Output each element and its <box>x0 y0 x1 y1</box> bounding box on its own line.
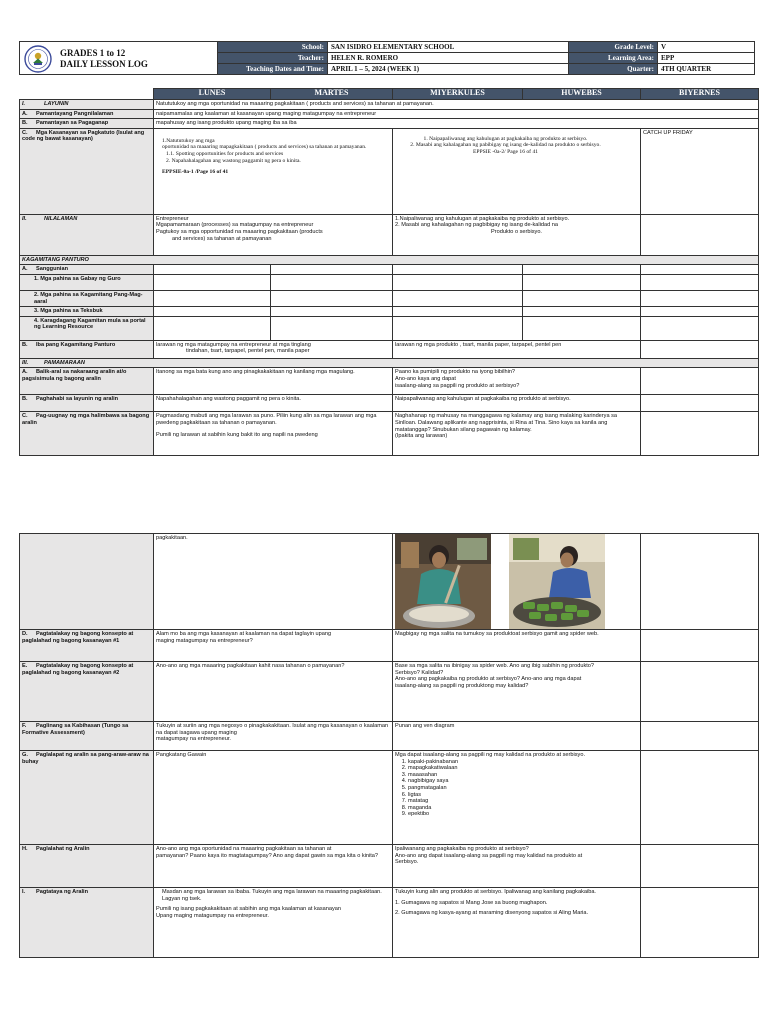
row-i-letter: I. <box>22 889 26 895</box>
teaching-dates-label: Teaching Dates and Time: <box>218 64 328 75</box>
row-h-lunes-2: pamayanan? Paano kaya ito magtatagumpay? Ano ang dapat gawin sa mga kita o kinita? <box>156 852 379 859</box>
row-d-lunes-1: Alam mo ba ang mga kasanayan at kaalaman na dapat taglayin upang <box>156 631 332 637</box>
kasanayan-lunes-4: 2. Napahahalagahan ang wastong paggamit ng pera o kinita. <box>166 157 301 164</box>
row-f-letter: F. <box>22 723 27 729</box>
row-b-title: Pamantayan sa Pagaganap <box>36 120 109 127</box>
row-d-lunes-2: maging matagumpay na entrepreneur? <box>156 637 253 644</box>
document-title <box>60 48 148 70</box>
row-d-label <box>20 630 154 662</box>
layunin-title: LAYUNIN <box>44 101 69 107</box>
row-i-lunes-1: Masdan ang mga larawan sa ibaba. Tukuyin ang mga larawan na maaaring pagkakitaan. Lagyan ng tsek. <box>162 889 382 902</box>
row-a-letter: A. <box>22 110 28 117</box>
quality-list <box>395 759 638 818</box>
paguugnay-lunes-2: Pumili ng larawan at sabihin kung bakit ito ang napili na pwedeng <box>156 431 318 438</box>
row-f-lunes-1: Tukuyin at suriin ang mga negosyo o pinagkakakitaan. Isulat ang mga kasanayan o kaalaman na dapat isagawa upang maging <box>156 723 389 736</box>
row-c-letter: C. <box>22 129 28 136</box>
paguugnay-miyerkules-1: Naghahanap ng mahusay na manggagawa ng kalamay ang isang malaking karinderya sa Sinlloan. Dalawang aplikante ang nagprisinta, si Rina at Tina. Sino kaya sa kanila ang matatanggap? Sinubukan silang pagawain ng kalamay. <box>395 413 618 433</box>
quality-list-item: 3. maaasahan <box>408 772 638 779</box>
row-d-letter: D. <box>22 631 28 637</box>
kasanayan-miyerkules-cell <box>393 128 641 214</box>
nilalaman-lunes-cell <box>154 214 393 255</box>
day-header-biyernes: BIYERNES <box>641 89 759 100</box>
quality-list-item: 1. kapaki-pakinabanan <box>408 759 638 766</box>
sanggunian-title: Sanggunian <box>36 266 69 273</box>
teacher-label: Teacher: <box>218 53 328 64</box>
iba-title: Iba pang Kagamitang Panturo <box>36 341 116 348</box>
row-b-label <box>20 119 154 129</box>
quarter-label: Quarter: <box>569 64 658 75</box>
iba-lunes-cell <box>154 340 393 358</box>
balik-aral-label <box>20 368 154 395</box>
paghahabi-lunes: Napahahalagahan ang wastong paggamit ng pera o kinita. <box>154 395 393 412</box>
nilalaman-lunes-4: and services) sa tahanan at pamayanan <box>172 235 272 242</box>
row-g-lunes: Pangkatang Gawain <box>154 751 393 845</box>
layunin-label <box>20 100 154 110</box>
teaching-dates-value: APRIL 1 – 5, 2024 (WEEK 1) <box>328 64 569 75</box>
row-e-miyerkules-2: Serbisyo? Kalidad? <box>395 669 444 676</box>
row-d-lunes-cell <box>154 630 393 662</box>
paghahabi-miyerkules: Naipapaliwanag ang kahulugan at pagkakaiba ng produkto at serbisyo. <box>393 395 641 412</box>
row-c-title: Mga Kasanayan sa Pagkatuto (Isulat ang code ng bawat kasanayan) <box>22 129 145 143</box>
nilalaman-title: NILALAMAN <box>44 215 78 222</box>
kasanayan-miyerkules-code: EPPSIE -0a-2/ Page 16 of 41 <box>472 148 539 155</box>
quality-list-item: 2. mapagkakatiwalaan <box>408 765 638 772</box>
day-header-martes: MARTES <box>271 89 393 100</box>
quality-list-item: 4. nagbibigay saya <box>408 778 638 785</box>
kasanayan-lunes-code: EPPSIE-0a-1 /Page 16 of 41 <box>162 169 229 176</box>
row-f-lunes-cell <box>154 722 393 751</box>
row-h-label <box>20 845 154 888</box>
sanggunian-letter: A. <box>22 266 28 273</box>
balik-miyerkules-1: Paano ka pumipili ng produkto na iyong bibilhin? <box>395 369 516 376</box>
school-label: School: <box>218 42 328 53</box>
pag-uugnay-label <box>20 412 154 456</box>
layunin-text: Natututukoy ang mga oportunidad na maaaring pagkakitaan ( products and services) sa tahanan at pamayanan. <box>154 100 759 110</box>
nilalaman-miyerkules-cell <box>393 214 641 255</box>
kalamay-photos-cell <box>393 534 641 630</box>
sanggunian-label <box>20 265 154 275</box>
iba-lunes-2: tindahan, tsart, tarpapel, pentel pen, manila paper <box>186 348 310 355</box>
balik-letter: A. <box>22 369 28 376</box>
pag-uugnay-lunes-continued: pagkakitaan. <box>154 534 393 630</box>
pag-uugnay-lunes-cell <box>154 412 393 456</box>
day-header-huwebes: HUWEBES <box>523 89 641 100</box>
pamamaraan-title: PAMAMARAAN <box>44 359 85 366</box>
catch-up-friday: CATCH UP FRIDAY <box>641 128 759 214</box>
row-h-miyerkules-1: Ipaliwanang ang pagkakaiba ng produkto at serbisyo? <box>395 846 529 852</box>
grade-level-value: V <box>658 42 755 53</box>
row-i-miyerkules-1: Tukuyin kung alin ang produkto at serbisyo. Ipaliwanag ang kanilang pagkakaiba. <box>395 889 596 895</box>
row-i-lunes-3: Upang maging matagumpay na entrepreneur. <box>156 912 269 919</box>
balik-miyerkules-2: Ano-ano kaya ang dapat <box>395 375 456 382</box>
pag-uugnay-continued-label <box>20 534 154 630</box>
grade-level-label: Grade Level: <box>569 42 658 53</box>
row-b-letter: B. <box>22 120 28 127</box>
pag-uugnay-miyerkules-cell <box>393 412 641 456</box>
quality-list-item: 7. matatag <box>408 798 638 805</box>
kagamitang-mag-aaral-label: 2. Mga pahina sa Kagamitang Pang-Mag-aaral <box>20 290 154 306</box>
header-table <box>19 41 755 75</box>
kasanayan-lunes-3: 1.1. Spotting opportunities for products and services <box>166 150 284 157</box>
row-e-title: Pagtatalakay ng bagong konsepto at paglalahad ng bagong kasanayan #2 <box>22 663 134 676</box>
paguugnay-letter: C. <box>22 413 28 420</box>
row-e-miyerkules-1: Base sa mga salita na ibinigay sa spider web. Ano ang ibig sabihin ng produkto? <box>395 663 595 669</box>
row-i-miyerkules-cell <box>393 888 641 958</box>
paguugnay-miyerkules-note: (Ipakita ang larawan) <box>395 433 448 440</box>
nilalaman-lunes-1: Entrepreneur <box>156 215 189 222</box>
nilalaman-biyernes-cell <box>641 214 759 255</box>
kasanayan-lunes-2: oportunidad na maaaring mapagkakitaan ( products and services) sa tahanan at pamayanan. <box>162 144 367 151</box>
row-a-label <box>20 109 154 119</box>
nilalaman-lunes-2: Mgapamamaraan (processes) sa matagumpay na entrepreneur <box>156 222 314 229</box>
day-header-miyerkules: MIYERKULES <box>393 89 523 100</box>
layunin-number: I. <box>22 101 26 107</box>
pamantayang-pangnilalaman-text: naipamamalas ang kaalaman at kasanayan upang maging matagumpay na entrepreneur <box>154 109 759 119</box>
row-h-miyerkules-cell <box>393 845 641 888</box>
row-i-label <box>20 888 154 958</box>
row-i-title: Pagtataya ng Aralin <box>36 889 89 895</box>
iba-lunes-1: larawan ng mga matagumpay na entrepreneur at mga tinglang <box>156 341 311 348</box>
row-i-lunes-cell <box>154 888 393 958</box>
lesson-log-page-2 <box>0 520 768 1024</box>
row-g-miyerkules-intro: Mga dapat isaalang-alang sa pagpili ng may kalidad na produkto at serbisyo. <box>395 752 585 758</box>
learning-area-label: Learning Area: <box>569 53 658 64</box>
header-title-cell <box>20 42 218 75</box>
row-d-title: Pagtatalakay ng bagong konsepto at paglalahad ng bagong kasanayan #1 <box>22 631 134 644</box>
row-g-label <box>20 751 154 845</box>
kasanayan-miyerkules-1: 1. Naipapaliwanag ang kahulugan at pagkakaiba ng produkto at serbisyo. <box>423 135 588 142</box>
teacher-value: HELEN R. ROMERO <box>328 53 569 64</box>
row-h-title: Paglalahat ng Aralin <box>36 846 90 852</box>
row-e-miyerkules-cell <box>393 662 641 722</box>
iba-miyerkules-text: larawan ng mga produkto , tsart, manila paper, tarpapel, pentel pen <box>393 340 641 358</box>
nilalaman-lunes-3: Pagtukoy sa mga opportunidad na maaaring pagkakitaan (products <box>156 228 323 235</box>
school-value: SAN ISIDRO ELEMENTARY SCHOOL <box>328 42 569 53</box>
kagamitang-panturo-label: KAGAMITANG PANTURO <box>20 255 759 265</box>
nilalaman-number: II. <box>22 215 27 222</box>
gabay-ng-guro-label: 1. Mga pahina sa Gabay ng Guro <box>20 274 154 290</box>
balik-miyerkules-3: isaalang-alang sa pagpili ng produkto at serbisyo? <box>395 382 520 389</box>
paguugnay-title: Pag-uugnay ng mga halimbawa sa bagong aralin <box>22 413 150 426</box>
row-e-miyerkules-4: isaalang-alang sa pagpili ng produktong may kalidad? <box>395 682 529 689</box>
row-a-title: Pamantayang Pangnilalaman <box>36 110 114 117</box>
learning-resource-label: 4. Karagdagang Kagamitan mula sa portal ng Learning Resource <box>20 316 154 340</box>
kasanayan-miyerkules-2: 2. Masabi ang kahalagahan ng pabibigay ng isang de-kalidad na produkto o serbisyo. <box>410 142 601 149</box>
row-e-label <box>20 662 154 722</box>
paghahabi-title: Paghahabi sa layunin ng aralin <box>36 396 119 403</box>
row-e-letter: E. <box>22 663 28 669</box>
row-e-miyerkules-3: Ano-ano ang pagkakaiba ng produkto at serbisyo? Ano-ano ang mga dapat <box>395 676 582 683</box>
row-g-letter: G. <box>22 752 28 758</box>
row-f-label <box>20 722 154 751</box>
paghahabi-label <box>20 395 154 412</box>
pamantayan-pagaganap-text: mapahusay ang isang produkto upang maging iba sa iba <box>154 119 759 129</box>
corner-cell <box>20 89 154 100</box>
row-i-miyerkules-2: 1. Gumagawa ng sapatos si Mang Jose sa buong maghapon. <box>395 899 548 906</box>
row-f-title: Paglinang sa Kabihasan (Tungo sa Formative Assessment) <box>22 723 129 736</box>
row-h-letter: H. <box>22 846 28 852</box>
learning-area-value: EPP <box>658 53 755 64</box>
row-g-miyerkules-cell <box>393 751 641 845</box>
row-h-miyerkules-2: Ano-ano ang dapat isaalang-alang sa pagpili ng may kalidad na produkto at <box>395 852 583 859</box>
quality-list-item: 8. maganda <box>408 805 638 812</box>
quality-list-item: 5. pangmatagalan <box>408 785 638 792</box>
pamamaraan-number: III. <box>22 359 29 366</box>
row-f-lunes-2: matagumpay na entrepreneur. <box>156 736 231 743</box>
nilalaman-miyerkules-1: 1.Naipaliwanag ang kahulugan at pagkakaiba ng produkto at serbisyo. <box>395 215 570 222</box>
nilalaman-label <box>20 214 154 255</box>
balik-aral-miyerkules-cell <box>393 368 641 395</box>
quality-list-item: 9. epektibo <box>408 811 638 818</box>
row-h-lunes-cell <box>154 845 393 888</box>
deped-seal-icon <box>24 45 52 73</box>
balik-aral-lunes: Itanong sa mga bata kung ano ang pinagkakakitaan ng kanilang mga magulang. <box>154 368 393 395</box>
quality-list-item: 6. ligtas <box>408 792 638 799</box>
row-i-lunes-2: Pumili ng isang pagkakakitaan at sabihin ang mga kaalaman at kasanayan <box>156 906 342 913</box>
kasanayan-lunes-cell <box>154 128 393 214</box>
row-h-lunes-1: Ano-ano ang mga oportunidad na maaaring pagkakitaan sa tahanan at <box>156 846 332 852</box>
paguugnay-lunes-1: Pagmasdang mabuti ang mga larawan sa puno. Piliin kung alin sa mga larawan ang mga pwedeng pagkakitaan sa tahanan o pamayanan. <box>156 413 377 426</box>
row-i-miyerkules-3: 2. Gumagawa ng kasya-ayang at maraming disenyong sapatos si Aling Maria. <box>395 910 589 917</box>
title-line-2: DAILY LESSON LOG <box>60 59 148 69</box>
title-line-1: GRADES 1 to 12 <box>60 48 126 58</box>
paghahabi-letter: B. <box>22 396 28 403</box>
nilalaman-miyerkules-2: 2. Masabi ang kahalagahan ng pagbibigay ng isang de-kalidad na <box>395 222 558 229</box>
day-header-lunes: LUNES <box>154 89 271 100</box>
quarter-value: 4TH QUARTER <box>658 64 755 75</box>
woman-stirring-kalamay-photo <box>395 534 491 629</box>
lesson-grid-page-2 <box>19 533 759 958</box>
row-f-miyerkules: Punan ang ven diagram <box>393 722 641 751</box>
row-c-label <box>20 128 154 214</box>
row-d-miyerkules: Magbigay ng mga salita na tumukoy sa produktoat serbisyo gamit ang spider web. <box>393 630 641 662</box>
nilalaman-miyerkules-3: Produkto o serbisyo. <box>491 228 542 235</box>
row-h-miyerkules-3: Serbisyo. <box>395 859 419 866</box>
pamamaraan-label <box>20 358 759 368</box>
teksbuk-label: 3. Mga pahina sa Teksbuk <box>20 307 154 317</box>
row-e-lunes: Ano-ano ang mga maaaring pagkakitaan kahit nasa tahanan o pamayanan? <box>154 662 393 722</box>
row-g-title: Paglalapat ng aralin sa pang-araw-araw na buhay <box>22 752 149 765</box>
kasanayan-lunes-1: 1.Natututukoy ang mga <box>162 137 215 144</box>
lesson-grid-page-1 <box>19 88 759 456</box>
iba-pang-kagamitan-label <box>20 340 154 358</box>
balik-title: Balik-aral sa nakaraang aralin at/o pagsisimula ng bagong aralin <box>22 369 127 382</box>
woman-wrapping-kalamay-photo <box>509 534 605 629</box>
iba-letter: B. <box>22 341 28 348</box>
